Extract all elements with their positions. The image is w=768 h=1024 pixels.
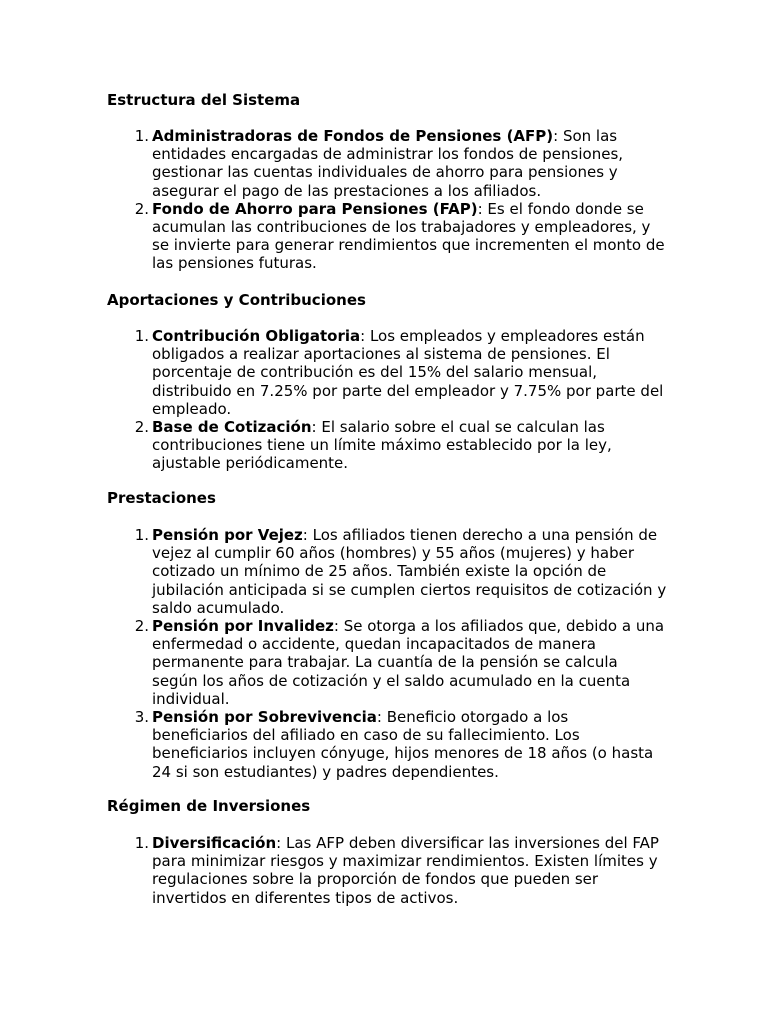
list-aportaciones xyxy=(107,327,667,473)
item-term: Administradoras de Fondos de Pensiones (AFP) xyxy=(152,127,554,145)
section-heading-regimen: Régimen de Inversiones xyxy=(107,797,311,815)
item-text: : Se otorga a los afiliados que, debido a una enfermedad o accidente, quedan incapacitados de manera permanente para trabajar. La cuantía de la pensión se calcula según los años de cotización y el saldo acumulado en la cuenta individual. xyxy=(152,617,665,708)
item-number: 1. xyxy=(134,834,149,852)
list-prestaciones xyxy=(107,526,667,781)
list-item xyxy=(107,834,667,907)
section-heading-estructura: Estructura del Sistema xyxy=(107,91,301,109)
list-item xyxy=(107,327,667,418)
item-number: 2. xyxy=(134,617,149,636)
item-text: : El salario sobre el cual se calculan las contribuciones tiene un límite máximo establecido por la ley, ajustable periódicamente. xyxy=(152,418,612,473)
list-item xyxy=(107,200,667,273)
list-item xyxy=(107,617,667,708)
item-text: : Beneficio otorgado a los beneficiarios del afiliado en caso de su fallecimiento. Los beneficiarios incluyen cónyuge, hijos menores de 18 años (o hasta 24 si son estudiantes) y padres dependientes. xyxy=(152,708,654,781)
list-item xyxy=(107,526,667,617)
item-term: Base de Cotización xyxy=(152,418,312,437)
item-text: : Los afiliados tienen derecho a una pensión de vejez al cumplir 60 años (hombres) y 55 años (mujeres) y haber cotizado un mínimo de 25 años. También existe la opción de jubilación anticipada si se cumplen ciertos requisitos de cotización y saldo acumulado. xyxy=(152,526,667,617)
list-item xyxy=(107,127,667,200)
item-number: 1. xyxy=(134,327,149,345)
list-regimen xyxy=(107,834,667,907)
list-item xyxy=(107,708,667,781)
section-heading-aportaciones: Aportaciones y Contribuciones xyxy=(107,291,366,309)
item-number: 3. xyxy=(134,708,149,727)
item-term: Pensión por Sobrevivencia xyxy=(152,708,377,727)
list-item xyxy=(107,418,667,473)
item-term: Diversificación xyxy=(152,834,277,852)
item-text: : Es el fondo donde se acumulan las contribuciones de los trabajadores y empleadores, y se invierte para generar rendimientos que incrementen el monto de las pensiones futuras. xyxy=(152,199,665,273)
list-estructura xyxy=(107,127,667,273)
item-number: 1. xyxy=(134,526,149,544)
item-number: 2. xyxy=(134,418,149,437)
item-term: Pensión por Vejez xyxy=(152,526,303,544)
item-term: Contribución Obligatoria xyxy=(152,327,361,345)
item-term: Fondo de Ahorro para Pensiones (FAP) xyxy=(152,199,478,218)
section-heading-prestaciones: Prestaciones xyxy=(107,489,216,507)
item-number: 2. xyxy=(134,199,149,218)
item-number: 1. xyxy=(134,127,149,145)
item-text: : Los empleados y empleadores están obligados a realizar aportaciones al sistema de pensiones. El porcentaje de contribución es del 15% del salario mensual, distribuido en 7.25% por parte del empleador y 7.75% por parte del empleado. xyxy=(152,327,664,418)
item-term: Pensión por Invalidez xyxy=(152,617,334,636)
item-text: : Las AFP deben diversificar las inversiones del FAP para minimizar riesgos y maximizar rendimientos. Existen límites y regulaciones sobre la proporción de fondos que pueden ser invertidos en diferentes tipos de activos. xyxy=(152,834,659,907)
item-text: : Son las entidades encargadas de administrar los fondos de pensiones, gestionar las cuentas individuales de ahorro para pensiones y asegurar el pago de las prestaciones a los afiliados. xyxy=(152,127,624,200)
